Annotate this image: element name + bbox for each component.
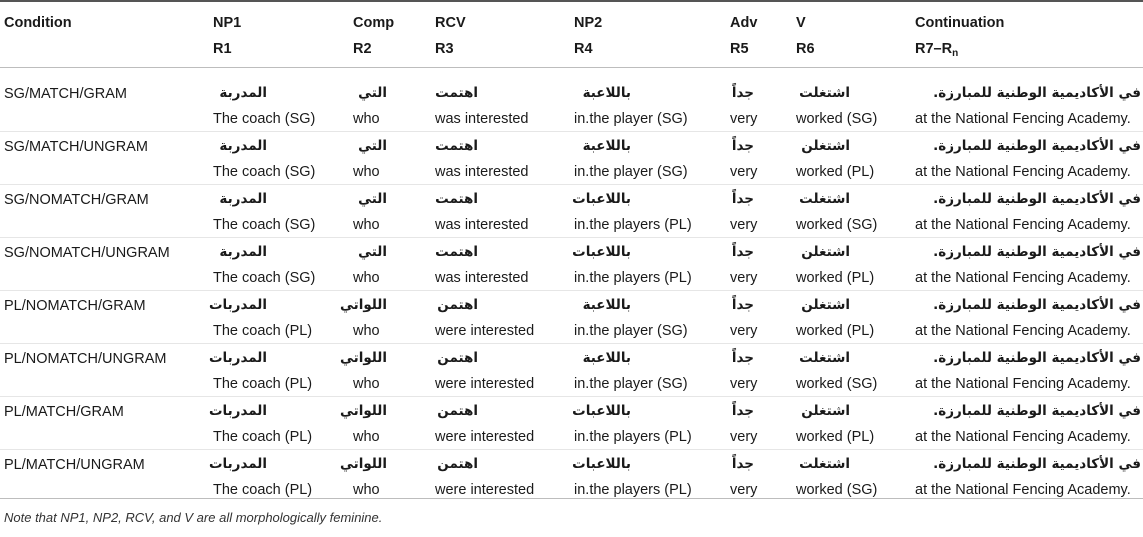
np1-arabic-cell: المدربة: [219, 244, 267, 260]
condition-cell: PL/NOMATCH/UNGRAM: [4, 351, 167, 367]
rcv-arabic-cell: اهتمت: [435, 191, 478, 207]
continuation-gloss-cell: at the National Fencing Academy.: [915, 164, 1131, 180]
rcv-gloss-cell: was interested: [435, 217, 529, 233]
np2-arabic-cell: باللاعبة: [582, 85, 631, 101]
rcv-arabic-cell: اهتمن: [437, 297, 478, 313]
v-arabic-cell: اشتغلت: [799, 350, 850, 366]
comp-arabic-cell: اللواتي: [339, 403, 387, 419]
comp-arabic-cell: التي: [358, 191, 387, 207]
np1-arabic-cell: المدربة: [219, 85, 267, 101]
row-separator: [0, 396, 1143, 397]
comp-arabic-cell: التي: [358, 85, 387, 101]
header-adv: Adv: [730, 15, 758, 31]
v-arabic-cell: اشتغلن: [801, 403, 850, 419]
np1-gloss-cell: The coach (PL): [213, 429, 313, 445]
continuation-arabic-cell: في الأكاديمية الوطنية للمبارزة.: [933, 138, 1141, 154]
np2-arabic-cell: باللاعبة: [582, 138, 631, 154]
rcv-gloss-cell: were interested: [435, 376, 535, 392]
continuation-arabic-cell: في الأكاديمية الوطنية للمبارزة.: [933, 456, 1141, 472]
adv-gloss-cell: very: [730, 482, 758, 498]
condition-cell: PL/MATCH/GRAM: [4, 404, 124, 420]
continuation-arabic-cell: في الأكاديمية الوطنية للمبارزة.: [933, 191, 1141, 207]
v-gloss-cell: worked (PL): [796, 270, 875, 286]
header-condition: Condition: [4, 15, 72, 31]
continuation-gloss-cell: at the National Fencing Academy.: [915, 429, 1131, 445]
header-r3: R3: [435, 41, 454, 57]
rcv-gloss-cell: was interested: [435, 111, 529, 127]
header-comp: Comp: [353, 15, 395, 31]
header-r7-main: R7–R: [915, 41, 953, 57]
v-gloss-cell: worked (SG): [796, 217, 878, 233]
continuation-arabic-cell: في الأكاديمية الوطنية للمبارزة.: [933, 297, 1141, 313]
np2-arabic-cell: باللاعبات: [572, 403, 631, 419]
continuation-arabic-cell: في الأكاديمية الوطنية للمبارزة.: [933, 244, 1141, 260]
header-r7-rn: [915, 40, 958, 63]
rcv-arabic-cell: اهتمت: [435, 85, 478, 101]
continuation-gloss-cell: at the National Fencing Academy.: [915, 111, 1131, 127]
v-arabic-cell: اشتغلن: [801, 244, 850, 260]
header-r7-sub: n: [952, 48, 959, 59]
adv-gloss-cell: very: [730, 323, 758, 339]
rcv-arabic-cell: اهتمن: [437, 456, 478, 472]
header-r1: R1: [213, 41, 232, 57]
np2-arabic-cell: باللاعبة: [582, 350, 631, 366]
adv-arabic-cell: جداً: [731, 191, 754, 207]
comp-arabic-cell: اللواتي: [339, 456, 387, 472]
rcv-arabic-cell: اهتمن: [437, 403, 478, 419]
rcv-arabic-cell: اهتمن: [437, 350, 478, 366]
v-arabic-cell: اشتغلت: [799, 85, 850, 101]
v-gloss-cell: worked (PL): [796, 323, 875, 339]
header-r6: R6: [796, 41, 815, 57]
condition-cell: PL/MATCH/UNGRAM: [4, 457, 145, 473]
v-gloss-cell: worked (PL): [796, 429, 875, 445]
adv-arabic-cell: جداً: [731, 456, 754, 472]
np2-gloss-cell: in.the players (PL): [574, 429, 692, 445]
rcv-arabic-cell: اهتمت: [435, 244, 478, 260]
np1-gloss-cell: The coach (SG): [213, 111, 316, 127]
np2-gloss-cell: in.the players (PL): [574, 482, 692, 498]
continuation-arabic-cell: في الأكاديمية الوطنية للمبارزة.: [933, 350, 1141, 366]
adv-gloss-cell: very: [730, 164, 758, 180]
adv-arabic-cell: جداً: [731, 403, 754, 419]
header-v: V: [796, 15, 806, 31]
table-top-rule: [0, 0, 1143, 2]
adv-arabic-cell: جداً: [731, 244, 754, 260]
row-separator: [0, 184, 1143, 185]
comp-gloss-cell: who: [353, 429, 380, 445]
continuation-gloss-cell: at the National Fencing Academy.: [915, 323, 1131, 339]
v-arabic-cell: اشتغلن: [801, 297, 850, 313]
header-np1: NP1: [213, 15, 242, 31]
table-footnote: Note that NP1, NP2, RCV, and V are all morphologically feminine.: [4, 510, 383, 525]
np2-gloss-cell: in.the player (SG): [574, 111, 688, 127]
adv-arabic-cell: جداً: [731, 350, 754, 366]
comp-arabic-cell: التي: [358, 244, 387, 260]
header-r4: R4: [574, 41, 593, 57]
rcv-gloss-cell: were interested: [435, 323, 535, 339]
comp-gloss-cell: who: [353, 482, 380, 498]
np2-arabic-cell: باللاعبات: [572, 244, 631, 260]
comp-arabic-cell: اللواتي: [339, 297, 387, 313]
v-gloss-cell: worked (PL): [796, 164, 875, 180]
np1-arabic-cell: المدربات: [208, 456, 267, 472]
np2-gloss-cell: in.the players (PL): [574, 270, 692, 286]
condition-cell: SG/NOMATCH/UNGRAM: [4, 245, 170, 261]
continuation-gloss-cell: at the National Fencing Academy.: [915, 217, 1131, 233]
rcv-arabic-cell: اهتمت: [435, 138, 478, 154]
v-arabic-cell: اشتغلن: [801, 138, 850, 154]
condition-cell: SG/MATCH/GRAM: [4, 86, 127, 102]
np2-arabic-cell: باللاعبات: [572, 191, 631, 207]
adv-arabic-cell: جداً: [731, 85, 754, 101]
v-arabic-cell: اشتغلت: [799, 191, 850, 207]
header-r2: R2: [353, 41, 372, 57]
v-gloss-cell: worked (SG): [796, 482, 878, 498]
rcv-gloss-cell: was interested: [435, 270, 529, 286]
np1-gloss-cell: The coach (SG): [213, 270, 316, 286]
continuation-gloss-cell: at the National Fencing Academy.: [915, 270, 1131, 286]
adv-gloss-cell: very: [730, 376, 758, 392]
comp-gloss-cell: who: [353, 270, 380, 286]
np2-gloss-cell: in.the player (SG): [574, 164, 688, 180]
np1-gloss-cell: The coach (PL): [213, 376, 313, 392]
v-arabic-cell: اشتغلت: [799, 456, 850, 472]
np1-arabic-cell: المدربات: [208, 297, 267, 313]
adv-gloss-cell: very: [730, 217, 758, 233]
np1-arabic-cell: المدربات: [208, 350, 267, 366]
comp-gloss-cell: who: [353, 376, 380, 392]
continuation-arabic-cell: في الأكاديمية الوطنية للمبارزة.: [933, 403, 1141, 419]
adv-arabic-cell: جداً: [731, 297, 754, 313]
continuation-arabic-cell: في الأكاديمية الوطنية للمبارزة.: [933, 85, 1141, 101]
header-continuation: Continuation: [915, 15, 1005, 31]
row-separator: [0, 237, 1143, 238]
rcv-gloss-cell: were interested: [435, 429, 535, 445]
continuation-gloss-cell: at the National Fencing Academy.: [915, 376, 1131, 392]
np1-arabic-cell: المدربة: [219, 138, 267, 154]
row-separator: [0, 449, 1143, 450]
condition-cell: PL/NOMATCH/GRAM: [4, 298, 146, 314]
adv-gloss-cell: very: [730, 270, 758, 286]
row-separator: [0, 131, 1143, 132]
np1-gloss-cell: The coach (PL): [213, 482, 313, 498]
header-rule: [0, 67, 1143, 68]
comp-arabic-cell: التي: [358, 138, 387, 154]
np2-arabic-cell: باللاعبات: [572, 456, 631, 472]
np2-gloss-cell: in.the player (SG): [574, 323, 688, 339]
v-gloss-cell: worked (SG): [796, 111, 878, 127]
condition-cell: SG/NOMATCH/GRAM: [4, 192, 149, 208]
comp-gloss-cell: who: [353, 323, 380, 339]
header-r5: R5: [730, 41, 749, 57]
np2-arabic-cell: باللاعبة: [582, 297, 631, 313]
header-np2: NP2: [574, 15, 603, 31]
table-bottom-rule: [0, 498, 1143, 499]
comp-gloss-cell: who: [353, 217, 380, 233]
np2-gloss-cell: in.the player (SG): [574, 376, 688, 392]
comp-gloss-cell: who: [353, 164, 380, 180]
np1-gloss-cell: The coach (SG): [213, 164, 316, 180]
adv-gloss-cell: very: [730, 429, 758, 445]
condition-cell: SG/MATCH/UNGRAM: [4, 139, 148, 155]
comp-gloss-cell: who: [353, 111, 380, 127]
rcv-gloss-cell: were interested: [435, 482, 535, 498]
adv-arabic-cell: جداً: [731, 138, 754, 154]
np1-gloss-cell: The coach (PL): [213, 323, 313, 339]
rcv-gloss-cell: was interested: [435, 164, 529, 180]
np1-gloss-cell: The coach (SG): [213, 217, 316, 233]
row-separator: [0, 290, 1143, 291]
np1-arabic-cell: المدربات: [208, 403, 267, 419]
row-separator: [0, 343, 1143, 344]
v-gloss-cell: worked (SG): [796, 376, 878, 392]
adv-gloss-cell: very: [730, 111, 758, 127]
np2-gloss-cell: in.the players (PL): [574, 217, 692, 233]
np1-arabic-cell: المدربة: [219, 191, 267, 207]
comp-arabic-cell: اللواتي: [339, 350, 387, 366]
continuation-gloss-cell: at the National Fencing Academy.: [915, 482, 1131, 498]
header-rcv: RCV: [435, 15, 466, 31]
